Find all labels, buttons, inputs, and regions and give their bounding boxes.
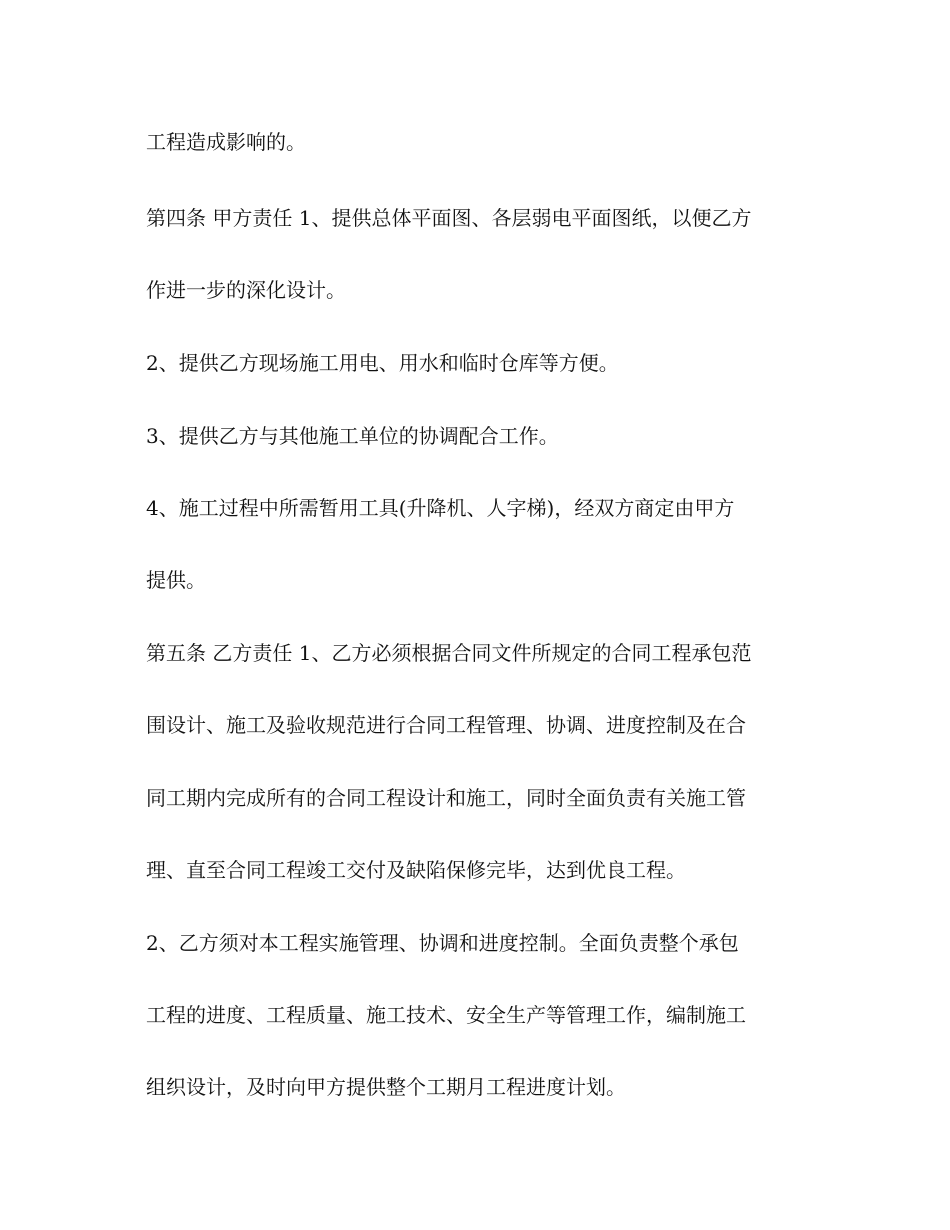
text-line: 组织设计，及时向甲方提供整个工期月工程进度计划。 [146, 1075, 626, 1099]
text-line: 4、施工过程中所需暂用工具(升降机、人字梯)，经双方商定由甲方 [146, 496, 735, 520]
text-line: 工程的进度、工程质量、施工技术、安全生产等管理工作，编制施工 [146, 1003, 746, 1027]
text-line: 第四条 甲方责任 1、提供总体平面图、各层弱电平面图纸，以便乙方 [146, 206, 752, 230]
text-line: 围设计、施工及验收规范进行合同工程管理、协调、进度控制及在合 [146, 713, 746, 737]
text-line: 作进一步的深化设计。 [146, 278, 346, 302]
text-line: 工程造成影响的。 [146, 130, 306, 154]
text-line: 同工期内完成所有的合同工程设计和施工，同时全面负责有关施工管 [146, 786, 746, 810]
text-line: 理、直至合同工程竣工交付及缺陷保修完毕，达到优良工程。 [146, 858, 686, 882]
text-line: 3、提供乙方与其他施工单位的协调配合工作。 [146, 424, 559, 448]
text-line: 提供。 [146, 568, 206, 592]
text-line: 第五条 乙方责任 1、乙方必须根据合同文件所规定的合同工程承包范 [146, 641, 752, 665]
text-line: 2、提供乙方现场施工用电、用水和临时仓库等方便。 [146, 351, 619, 375]
text-line: 2、乙方须对本工程实施管理、协调和进度控制。全面负责整个承包 [146, 931, 739, 955]
